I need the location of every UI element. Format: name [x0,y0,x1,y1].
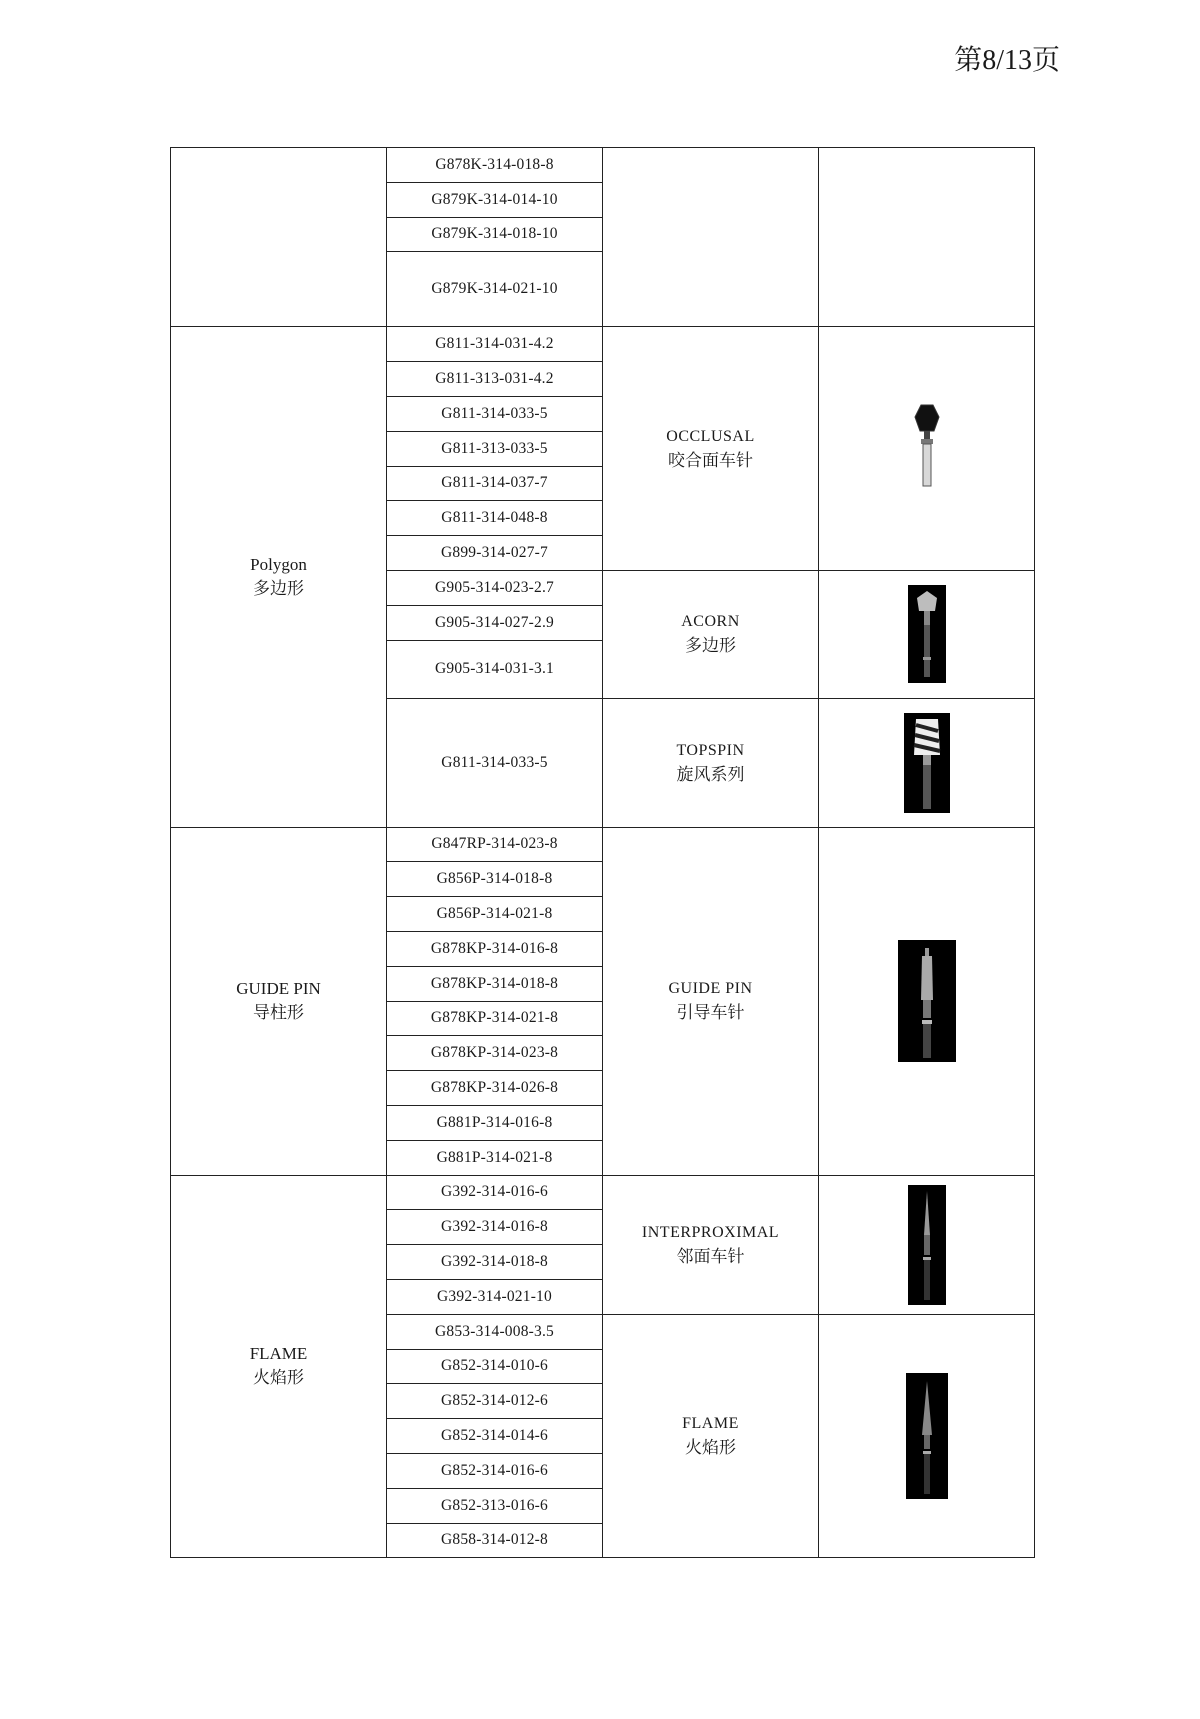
type-name-zh: 火焰形 [685,1438,736,1458]
product-code: G878KP-314-018-8 [387,966,603,1001]
product-code: G858-314-012-8 [387,1523,603,1558]
product-spec-table [170,147,1035,1558]
type-name-en: GUIDE PIN [668,980,753,998]
product-code: G879K-314-021-10 [387,252,603,327]
guide-pin-bur-icon [898,940,956,1062]
page-number: 第8/13页 [954,45,1060,76]
type-cell [603,570,819,698]
type-name-en: OCCLUSAL [666,427,755,445]
flame-bur-icon [906,1373,948,1499]
product-code: G878K-314-018-8 [387,148,603,183]
product-code: G811-314-033-5 [387,396,603,431]
image-cell [819,827,1035,1175]
product-code: G811-314-033-5 [387,698,603,827]
product-code: G852-314-010-6 [387,1349,603,1384]
table-row [171,1175,1035,1210]
type-name-en: FLAME [682,1415,739,1432]
category-cell [171,1175,387,1558]
product-code: G852-313-016-6 [387,1488,603,1523]
product-code: G856P-314-021-8 [387,897,603,932]
category-name-en: GUIDE PIN [236,979,321,999]
type-name-zh: 多边形 [685,636,736,657]
type-cell [603,148,819,327]
type-name-en: TOPSPIN [676,741,745,759]
product-code: G852-314-014-6 [387,1419,603,1454]
category-cell [171,327,387,827]
category-name-en: FLAME [249,1344,308,1364]
product-code: G878KP-314-021-8 [387,1001,603,1036]
product-code: G392-314-016-6 [387,1175,603,1210]
product-code: G811-313-031-4.2 [387,362,603,397]
product-code: G856P-314-018-8 [387,862,603,897]
type-name-zh: 邻面车针 [676,1246,745,1267]
product-code: G847RP-314-023-8 [387,827,603,862]
product-code: G905-314-027-2.9 [387,605,603,640]
type-name-en: ACORN [681,613,740,631]
image-cell [819,698,1035,827]
product-code: G905-314-031-3.1 [387,640,603,698]
category-cell [171,148,387,327]
product-code: G899-314-027-7 [387,536,603,571]
category-name-zh: 多边形 [253,578,304,599]
product-code: G878KP-314-016-8 [387,931,603,966]
product-code: G392-314-018-8 [387,1245,603,1280]
product-code: G811-313-033-5 [387,431,603,466]
type-cell [603,827,819,1175]
table-row [171,148,1035,183]
product-code: G811-314-037-7 [387,466,603,501]
table-row [171,327,1035,362]
type-name-zh: 咬合面车针 [668,450,753,471]
image-cell [819,570,1035,698]
product-code: G392-314-016-8 [387,1210,603,1245]
product-code: G811-314-031-4.2 [387,327,603,362]
image-cell [819,1175,1035,1314]
product-code: G852-314-016-6 [387,1453,603,1488]
product-code: G881P-314-021-8 [387,1140,603,1175]
topspin-bur-icon [904,713,950,813]
image-cell [819,1314,1035,1558]
type-cell [603,1314,819,1558]
product-code: G879K-314-018-10 [387,217,603,252]
acorn-bur-icon [908,585,946,683]
type-cell [603,327,819,571]
occlusal-bur-icon [912,403,942,494]
type-cell [603,698,819,827]
image-cell [819,327,1035,571]
product-code: G852-314-012-6 [387,1384,603,1419]
category-name-zh: 导柱形 [253,1003,304,1024]
type-name-en: INTERPROXIMAL [641,1223,780,1241]
image-cell [819,148,1035,327]
product-code: G879K-314-014-10 [387,182,603,217]
type-cell [603,1175,819,1314]
product-code: G811-314-048-8 [387,501,603,536]
product-code: G878KP-314-026-8 [387,1071,603,1106]
category-cell [171,827,387,1175]
category-name-zh: 火焰形 [253,1368,304,1389]
product-code: G853-314-008-3.5 [387,1314,603,1349]
product-code: G881P-314-016-8 [387,1105,603,1140]
table-row [171,827,1035,862]
product-code: G392-314-021-10 [387,1279,603,1314]
type-name-zh: 旋风系列 [676,764,745,785]
interproximal-bur-icon [908,1185,946,1305]
category-name-en: Polygon [250,554,307,574]
type-name-zh: 引导车针 [676,1003,745,1024]
product-code: G878KP-314-023-8 [387,1036,603,1071]
product-code: G905-314-023-2.7 [387,570,603,605]
